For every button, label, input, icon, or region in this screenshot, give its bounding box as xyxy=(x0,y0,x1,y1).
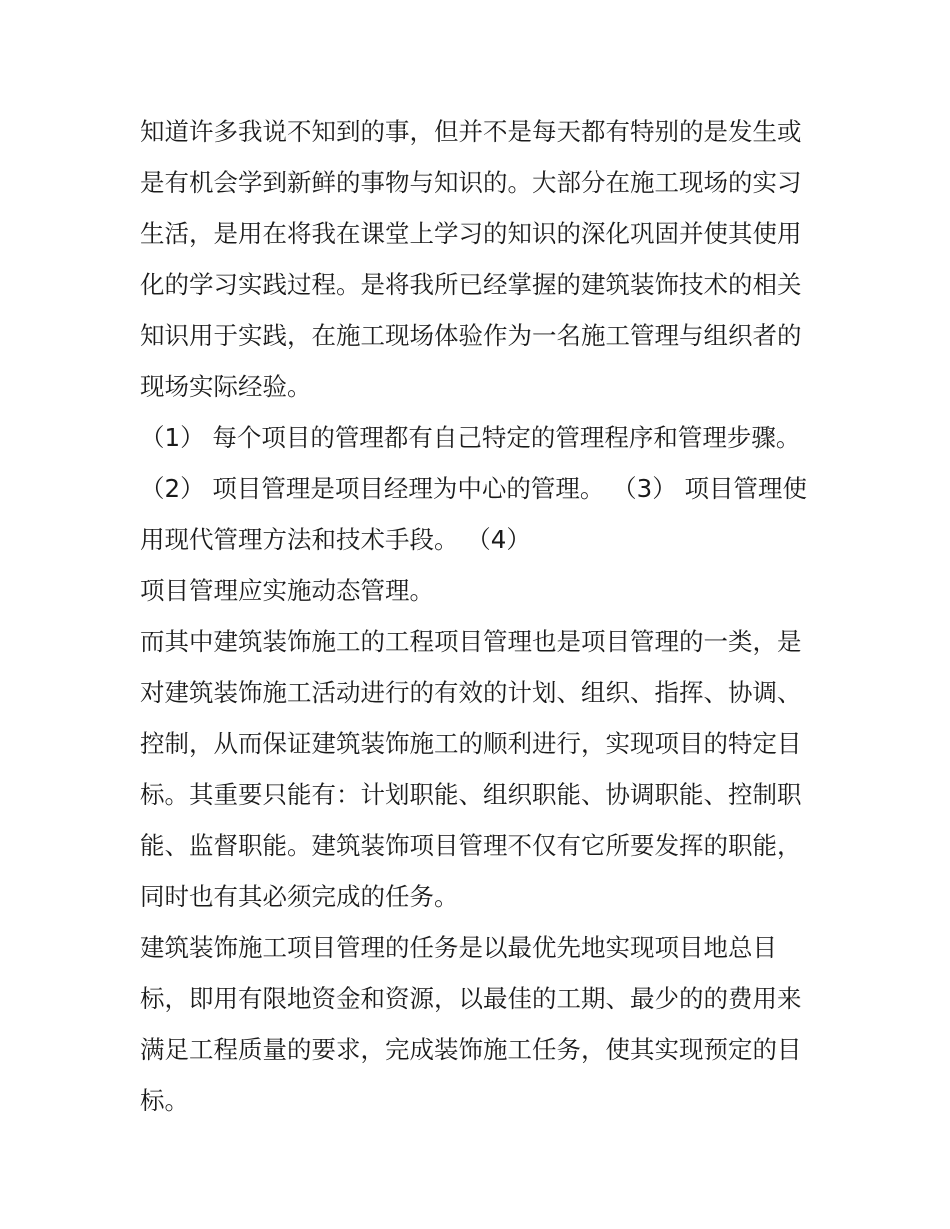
text-line: 标，即用有限地资金和资源，以最佳的工期、最少的的费用来 xyxy=(140,984,802,1013)
list-item-line: 用现代管理方法和技术手段。 （4） xyxy=(140,525,531,554)
text-line: 控制，从而保证建筑装饰施工的顺利进行，实现项目的特定目 xyxy=(140,729,802,758)
text-line: 满足工程质量的要求，完成装饰施工任务，使其实现预定的目 xyxy=(140,1035,802,1064)
text-line: 建筑装饰施工项目管理的任务是以最优先地实现项目地总目 xyxy=(140,933,777,962)
text-line: 标。 xyxy=(140,1086,189,1115)
text-line: 现场实际经验。 xyxy=(140,372,312,401)
text-line: 化的学习实践过程。是将我所已经掌握的建筑装饰技术的相关 xyxy=(140,270,802,299)
text-line: 是有机会学到新鲜的事物与知识的。大部分在施工现场的实习 xyxy=(140,168,802,197)
text-line: 对建筑装饰施工活动进行的有效的计划、组织、指挥、协调、 xyxy=(140,678,802,707)
text-line: 标。其重要只能有：计划职能、组织职能、协调职能、控制职 xyxy=(140,780,802,809)
list-item-line: （1） 每个项目的管理都有自己特定的管理程序和管理步骤。 xyxy=(140,423,801,452)
text-line: 知道许多我说不知到的事，但并不是每天都有特别的是发生或 xyxy=(140,117,802,146)
text-line: 生活，是用在将我在课堂上学习的知识的深化巩固并使其使用 xyxy=(140,219,802,248)
list-item-line: （2） 项目管理是项目经理为中心的管理。 （3） 项目管理使 xyxy=(140,474,808,503)
list-item-line: 项目管理应实施动态管理。 xyxy=(140,576,434,605)
text-line: 同时也有其必须完成的任务。 xyxy=(140,882,459,911)
body-text xyxy=(140,106,820,1126)
text-line: 知识用于实践，在施工现场体验作为一名施工管理与组织者的 xyxy=(140,321,802,350)
text-line: 能、监督职能。建筑装饰项目管理不仅有它所要发挥的职能， xyxy=(140,831,802,860)
text-line: 而其中建筑装饰施工的工程项目管理也是项目管理的一类，是 xyxy=(140,627,802,656)
